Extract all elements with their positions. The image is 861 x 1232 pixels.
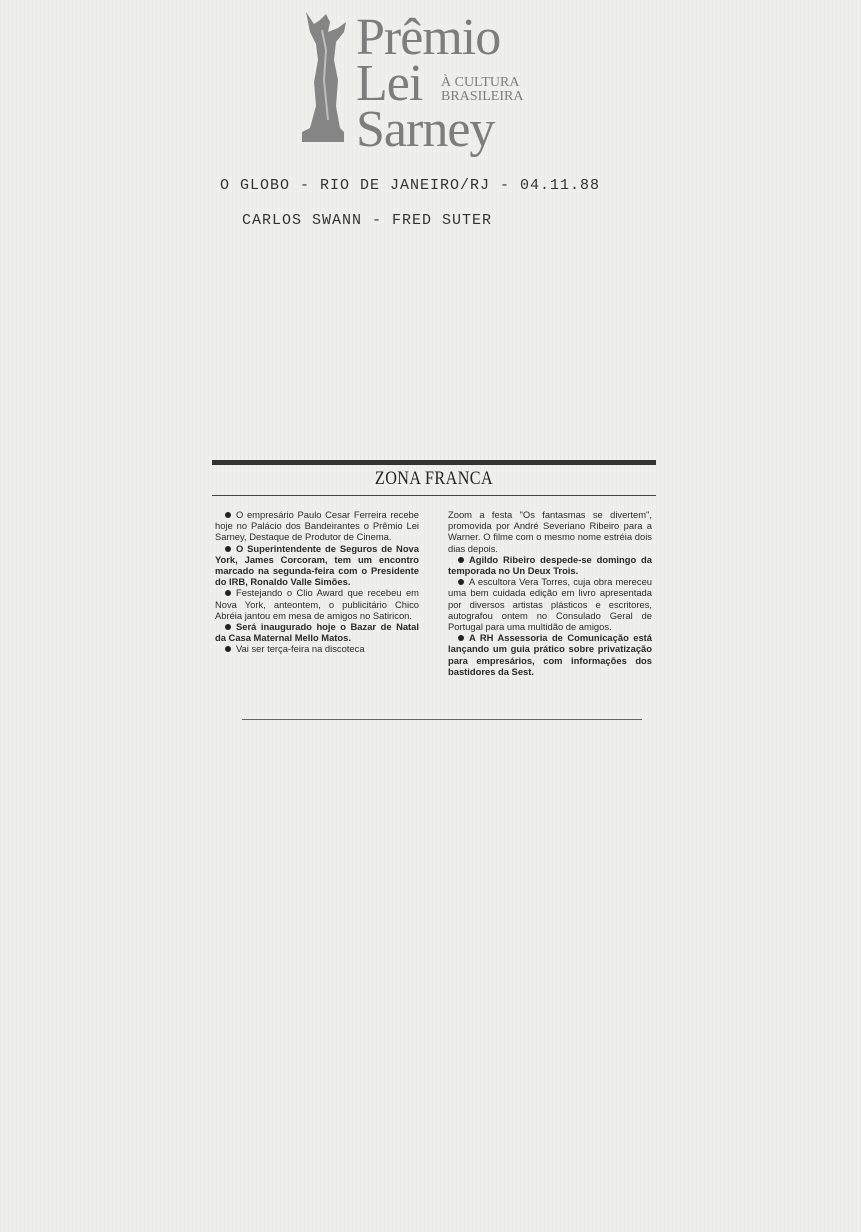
statue-icon bbox=[300, 10, 352, 146]
news-item bbox=[215, 643, 419, 654]
news-item-text: Festejando o Clio Award que recebeu em Nova York, anteontem, o publicitário Chico Abréia jantou em mesa de amigos no Satiricon. bbox=[215, 587, 419, 621]
news-item bbox=[448, 576, 652, 632]
news-item bbox=[215, 543, 419, 588]
newspaper-clipping bbox=[212, 460, 658, 726]
news-item-text: Agildo Ribeiro despede-se domingo da temporada no Un Deux Trois. bbox=[448, 553, 652, 577]
top-rule bbox=[212, 460, 656, 465]
logo-word-lei: Lei bbox=[356, 55, 423, 112]
news-item-text: O Superintendente de Seguros de Nova York, James Corcoram, tem um encontro marcado na segunda-feira com o Presidente do IRB, Ronaldo Valle Simões. bbox=[215, 542, 419, 588]
news-item bbox=[215, 587, 419, 621]
premio-lei-sarney-logo bbox=[300, 8, 540, 158]
bullet-icon bbox=[225, 546, 231, 552]
bottom-rule bbox=[242, 719, 642, 720]
news-item bbox=[448, 632, 652, 677]
news-item-text: A RH Assessoria de Comunicação está lançando um guia prático sobre privatização para empresários, com informações dos bastidores da Sest. bbox=[448, 632, 652, 677]
bullet-icon bbox=[458, 579, 464, 585]
news-item bbox=[448, 554, 652, 576]
left-column bbox=[215, 509, 419, 655]
news-item bbox=[215, 621, 419, 643]
news-item bbox=[448, 509, 652, 554]
bullet-icon bbox=[458, 635, 464, 641]
logo-tagline-2: BRASILEIRA bbox=[441, 89, 524, 104]
bullet-icon bbox=[225, 624, 231, 630]
bullet-icon bbox=[225, 512, 231, 518]
news-item-text: O empresário Paulo Cesar Ferreira recebe hoje no Palácio dos Bandeirantes o Prêmio Lei Sarney, Destaque de Produtor de Cinema. bbox=[215, 509, 419, 543]
bullet-icon bbox=[458, 557, 464, 563]
right-column bbox=[448, 509, 652, 677]
bullet-icon bbox=[225, 646, 231, 652]
news-item-text: A escultora Vera Torres, cuja obra mereceu uma bem cuidada edição em livro apresentada por diversos artistas plásticos e escritores, autografou ontem no Consulado Geral de Portugal para uma multidão de amigos. bbox=[448, 576, 652, 633]
column-title: ZONA FRANCA bbox=[374, 468, 494, 489]
news-item-text: Vai ser terça-feira na discoteca bbox=[236, 643, 365, 655]
source-line: O GLOBO - RIO DE JANEIRO/RJ - 04.11.88 bbox=[220, 177, 601, 194]
logo-tagline-1: À CULTURA bbox=[441, 75, 520, 90]
logo-word-premio: Prêmio bbox=[356, 9, 501, 66]
news-item-text: Zoom a festa "Os fantasmas se divertem", promovida por André Severiano Ribeiro para a Warner. O filme com o mesmo nome estréia dois dias depois. bbox=[448, 509, 652, 554]
logo-word-sarney: Sarney bbox=[356, 101, 495, 158]
news-item bbox=[215, 509, 419, 543]
title-rule bbox=[212, 495, 656, 496]
news-item-text: Será inaugurado hoje o Bazar de Natal da Casa Maternal Mello Matos. bbox=[215, 621, 419, 644]
bullet-icon bbox=[225, 590, 231, 596]
authors-line: CARLOS SWANN - FRED SUTER bbox=[242, 212, 493, 229]
